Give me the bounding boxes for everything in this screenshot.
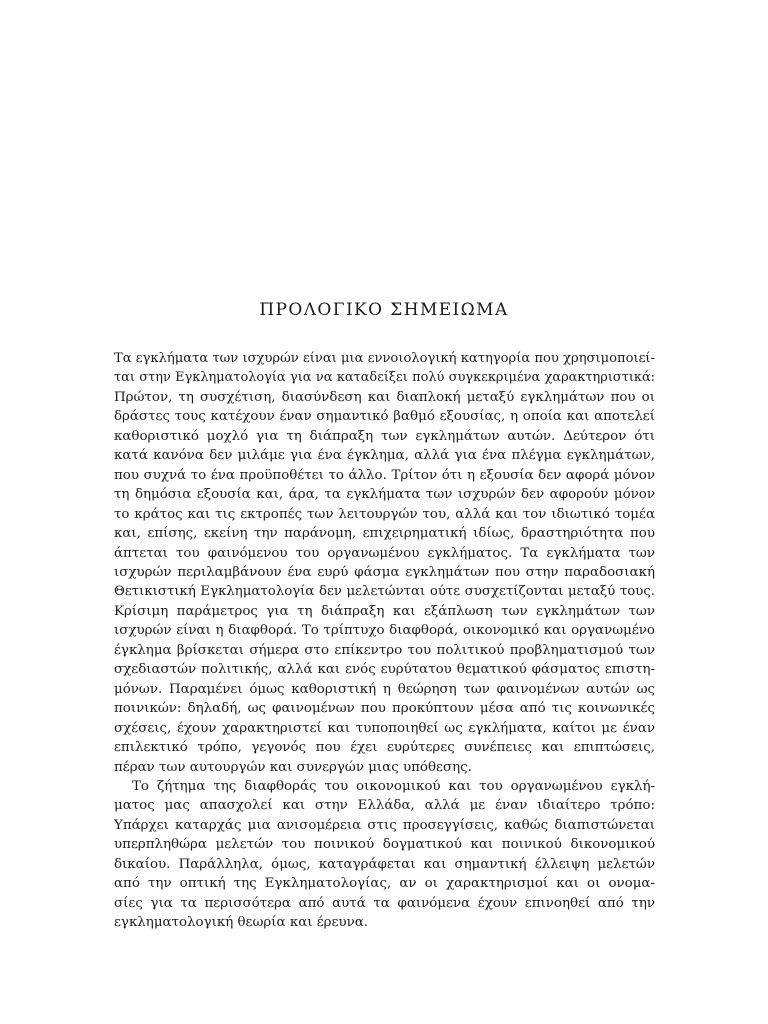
text-line: σχέσεις, έχουν χαρακτηριστεί και τυποποιηθεί ως εγκλήματα, καίτοι με έναν bbox=[114, 720, 655, 736]
text-line: από την οπτική της Εγκληματολογίας, αν οι χαρακτηρισμοί και οι ονομα- bbox=[114, 876, 655, 892]
text-line: δράστες τους κατέχουν έναν σημαντικό βαθμό εξουσίας, η οποία και αποτελεί bbox=[114, 409, 655, 425]
text-line: και, επίσης, εκείνη την παράνομη, επιχειρηματική ιδίως, δραστηριότητα που bbox=[114, 526, 655, 542]
text-line: ισχυρών είναι η διαφθορά. Το τρίπτυχο διαφθορά, οικονομικό και οργανωμένο bbox=[114, 623, 655, 639]
text-line: έγκλημα βρίσκεται σήμερα στο επίκεντρο του πολιτικού προβληματισμού των bbox=[114, 642, 655, 658]
text-line: άπτεται του φαινόμενου του οργανωμένου εγκλήματος. Τα εγκλήματα των bbox=[114, 545, 655, 561]
paragraph-1 bbox=[114, 349, 655, 777]
text-line: επιλεκτικό τρόπο, γεγονός που έχει ευρύτερες συνέπειες και επιπτώσεις, bbox=[114, 740, 655, 756]
text-line: Τα εγκλήματα των ισχυρών είναι μια εννοιολογική κατηγορία που χρησιμοποιεί- bbox=[114, 351, 655, 366]
text-line: καθοριστικό μοχλό για τη διάπραξη των εγκλημάτων αυτών. Δεύτερον ότι bbox=[114, 428, 655, 444]
text-line: δικαίου. Παράλληλα, όμως, καταγράφεται και σημαντική έλλειψη μελετών bbox=[114, 856, 655, 872]
body-text bbox=[114, 349, 655, 933]
text-line: τη δημόσια εξουσία και, άρα, τα εγκλήματα των ισχυρών δεν αφορούν μόνον bbox=[114, 487, 655, 503]
text-line: πέραν των αυτουργών και συνεργών μιας υπόθεσης. bbox=[114, 759, 472, 775]
text-line: κατά κανόνα δεν μιλάμε για ένα έγκλημα, αλλά για ένα πλέγμα εγκλημάτων, bbox=[114, 448, 655, 464]
text-line: ματος μας απασχολεί και στην Ελλάδα, αλλά με έναν ιδιαίτερο τρόπο: bbox=[114, 798, 655, 814]
text-line: ποινικών: δηλαδή, ως φαινομένων που προκύπτουν μέσα από τις κοινωνικές bbox=[114, 701, 655, 717]
text-line: Θετικιστική Εγκληματολογία δεν μελετώνται ούτε συσχετίζονται μεταξύ τους. bbox=[114, 584, 655, 600]
text-line: εγκληματολογική θεωρία και έρευνα. bbox=[114, 915, 369, 931]
text-line: που συχνά το ένα προϋποθέτει το άλλο. Τρίτον ότι η εξουσία δεν αφορά μόνον bbox=[114, 467, 655, 483]
text-line: σχεδιαστών πολιτικής, αλλά και ενός ευρύτατου θεματικού φάσματος επιστη- bbox=[114, 662, 655, 678]
text-line: Κρίσιμη παράμετρος για τη διάπραξη και εξάπλωση των εγκλημάτων των bbox=[114, 603, 655, 619]
text-line: υπερπληθώρα μελετών του ποινικού δογματικού και ποινικού δικονομικού bbox=[114, 837, 655, 853]
text-line: μόνων. Παραμένει όμως καθοριστική η θεώρηση των φαινομένων αυτών ως bbox=[114, 681, 655, 697]
text-line: Το ζήτημα της διαφθοράς του οικονομικού και του οργανωμένου εγκλή- bbox=[132, 778, 655, 794]
text-line: ται στην Εγκληματολογία για να καταδείξει πολύ συγκεκριμένα χαρακτηριστικά: bbox=[114, 370, 655, 386]
text-line: το κράτος και τις εκτροπές των λειτουργών του, αλλά και τον ιδιωτικό τομέα bbox=[114, 506, 655, 522]
text-line: σίες για τα περισσότερα από αυτά τα φαινόμενα έχουν επινοηθεί από την bbox=[114, 895, 655, 911]
text-line: ισχυρών περιλαμβάνουν ένα ευρύ φάσμα εγκλημάτων που στην παραδοσιακή bbox=[114, 564, 655, 580]
paragraph-2 bbox=[114, 777, 655, 933]
page-title: ΠΡΟΛΟΓΙΚΟ ΣΗΜΕΙΩΜΑ bbox=[259, 300, 509, 320]
text-line: Πρώτον, τη συσχέτιση, διασύνδεση και διαπλοκή μεταξύ εγκλημάτων που οι bbox=[114, 389, 655, 405]
text-line: Υπάρχει καταρχάς μια ανισομέρεια στις προσεγγίσεις, καθώς διαπιστώνεται bbox=[114, 817, 655, 833]
